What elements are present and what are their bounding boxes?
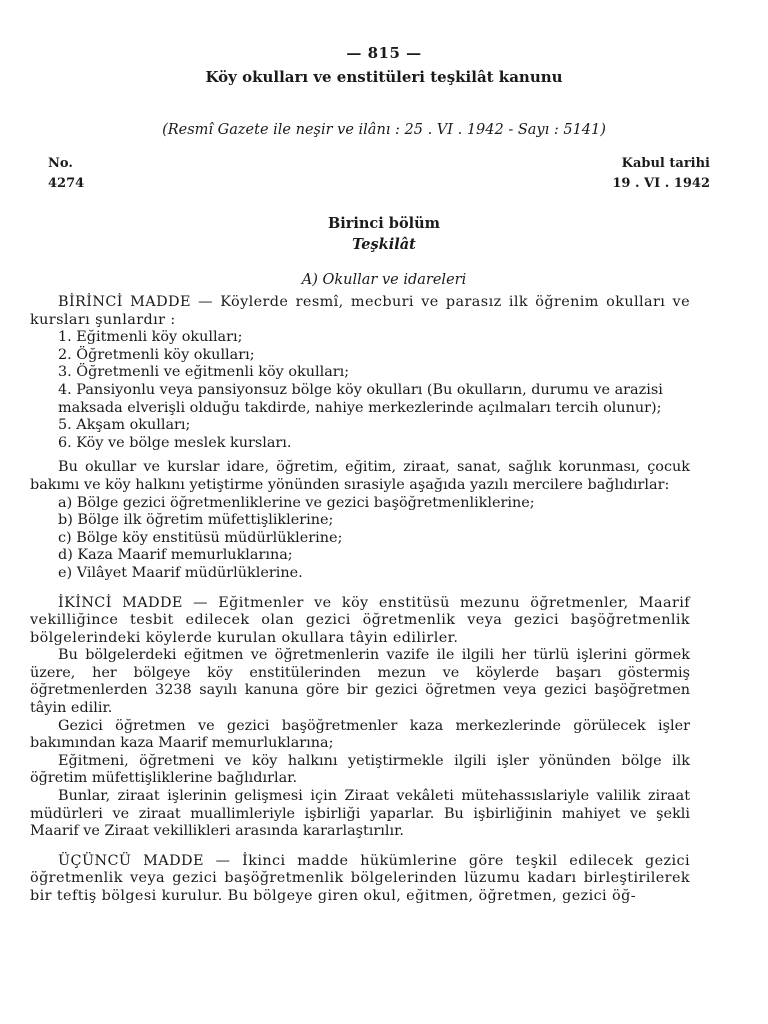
article-1-paragraph: Bu okullar ve kurslar idare, öğretim, eğitim, ziraat, sanat, sağlık korunması, çocuk bakımı ve köy halkını yetiştirme yönünden sırasiyle aşağıda yazılı mercilere bağlıdırlar: — [30, 459, 690, 493]
list-item: 1. Eğitmenli köy okulları; — [58, 329, 243, 346]
acceptance-date-label: Kabul tarihi — [621, 156, 710, 171]
article-2-paragraph: Gezici öğretmen ve gezici başöğretmenler kaza merkezlerinde görülecek işler bakımından kaza Maarif memurluklarına; — [30, 717, 690, 752]
list-item: c) Bölge köy enstitüsü müdürlüklerine; — [58, 529, 343, 546]
list-item: 5. Akşam okulları; — [58, 417, 191, 434]
article-2-intro: İKİNCİ MADDE — Eğitmenler ve köy enstitüsü mezunu öğretmenler, Maarif vekilliğince tesbit edilecek olan gezici öğretmenlik veya gezici başöğretmenlik bölgelerindeki köylerde kurulan okullara tâyin edilirler. — [30, 594, 690, 646]
law-number-value: 4274 — [48, 176, 85, 191]
list-item: 6. Köy ve bölge meslek kursları. — [58, 434, 292, 451]
list-item: a) Bölge gezici öğretmenliklerine ve gezici başöğretmenliklerine; — [58, 494, 535, 511]
list-item: 3. Öğretmenli ve eğitmenli köy okulları; — [58, 364, 350, 381]
page-number: — 815 — — [346, 44, 422, 62]
article-1-intro: BİRİNCİ MADDE — Köylerde resmî, mecburi ve parasız ilk öğrenim okulları ve kursları şunlardır : — [30, 294, 690, 328]
article-3-intro: ÜÇÜNCÜ MADDE — İkinci madde hükümlerine göre teşkil edilecek gezici öğretmenlik veya gezici başöğretmenlik bölgelerinden lüzumu kadarı birleştirilerek bir teftiş bölgesi kurulur. Bu bölgeye giren okul, eğitmen, öğretmen, gezici öğ- — [30, 852, 690, 904]
article-2-paragraph: Bu bölgelerdeki eğitmen ve öğretmenlerin vazife ile ilgili her türlü işlerini görmek üzere, her bölgeye köy enstitülerinden mezun ve köylerde başarı göstermiş öğretmenlerden 3238 sayılı kanuna göre bir gezici öğretmen veya gezici başöğretmen tâyin edilir. — [30, 647, 690, 717]
document-body — [30, 294, 690, 906]
subsection-title: A) Okullar ve idareleri — [301, 272, 467, 288]
acceptance-date-block — [612, 154, 710, 194]
list-item: b) Bölge ilk öğretim müfettişliklerine; — [58, 512, 334, 529]
list-item: e) Vilâyet Maarif müdürlüklerine. — [58, 564, 303, 581]
law-title: Köy okulları ve enstitüleri teşkilât kanunu — [205, 68, 563, 86]
list-item: d) Kaza Maarif memurluklarına; — [58, 547, 293, 564]
law-number-label: No. — [48, 156, 73, 171]
article-1-authority-list — [30, 495, 690, 583]
acceptance-date-value: 19 . VI . 1942 — [612, 176, 710, 191]
article-2-paragraph: Eğitmeni, öğretmeni ve köy halkını yetiştirmekle ilgili işler yönünden bölge ilk öğretim müfettişliklerine bağlıdırlar. — [30, 752, 690, 787]
article-1-list — [30, 329, 690, 452]
section-title: Birinci bölüm — [327, 215, 441, 232]
list-item: 4. Pansiyonlu veya pansiyonsuz bölge köy okulları (Bu okulların, durumu ve arazisi maksada elverişli olduğu takdirde, nahiye merkezlerinde açılmaları tercih olunur); — [58, 381, 663, 416]
gazette-publication-line: (Resmî Gazete ile neşir ve ilânı : 25 . VI . 1942 - Sayı : 5141) — [162, 122, 606, 138]
law-number-block — [48, 154, 84, 194]
section-subtitle: Teşkilât — [352, 236, 416, 253]
article-2-paragraph: Bunlar, ziraat işlerinin gelişmesi için Ziraat vekâleti mütehassıslariyle valilik ziraat müdürleri ve ziraat muallimleriyle işbirliği yaparlar. Bu işbirliğinin mahiyet ve şekli Maarif ve Ziraat vekillikleri arasında kararlaştırılır. — [30, 788, 690, 840]
list-item: 2. Öğretmenli köy okulları; — [58, 346, 255, 363]
